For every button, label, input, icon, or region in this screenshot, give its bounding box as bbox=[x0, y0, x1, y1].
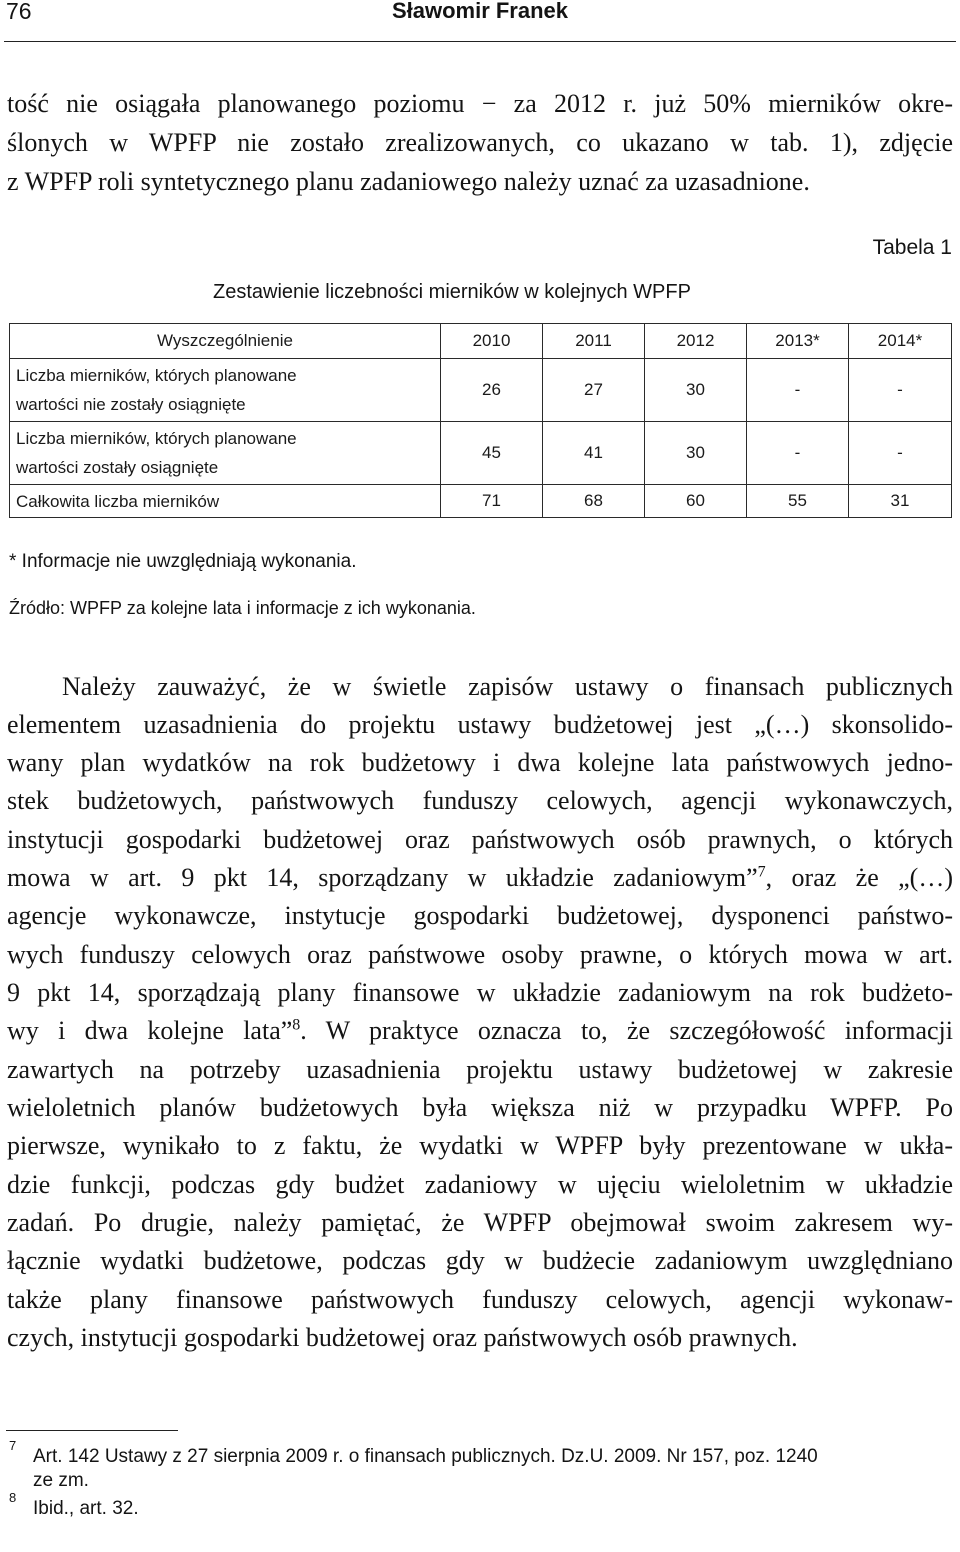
table-cell: - bbox=[747, 359, 849, 422]
body-line: stek budżetowych, państwowych funduszy celowych, agencji wykonawczych, bbox=[7, 786, 953, 815]
footnote-text: Art. 142 Ustawy z 27 sierpnia 2009 r. o finansach publicznych. Dz.U. 2009. Nr 157, poz. 1240 bbox=[33, 1446, 818, 1467]
row-label-line: Liczba mierników, których planowane bbox=[16, 429, 297, 448]
table-note: * Informacje nie uwzględniają wykonania. bbox=[9, 551, 357, 572]
table-cell: 71 bbox=[441, 485, 543, 518]
body-line: wych funduszy celowych oraz państwowe osoby prawne, o których mowa w art. bbox=[7, 940, 953, 969]
row-label bbox=[10, 422, 441, 485]
table-cell: 27 bbox=[543, 359, 645, 422]
body-line: pierwsze, wynikało to z faktu, że wydatki w WPFP były prezentowane w ukła- bbox=[7, 1131, 953, 1160]
body-line: elementem uzasadnienia do projektu ustawy budżetowej jest „(…) skonsolido- bbox=[7, 710, 953, 739]
table-row bbox=[10, 422, 952, 485]
body-line: czych, instytucji gospodarki budżetowej oraz państwowych osób prawnych. bbox=[7, 1323, 798, 1352]
table-cell: 45 bbox=[441, 422, 543, 485]
footnote-rule bbox=[6, 1430, 178, 1431]
body-line: wieloletnich planów budżetowych była większa niż w przypadku WPFP. Po bbox=[7, 1093, 953, 1122]
table-cell: - bbox=[747, 422, 849, 485]
table-source: Źródło: WPFP za kolejne lata i informacje z ich wykonania. bbox=[9, 598, 476, 618]
table-cell: 55 bbox=[747, 485, 849, 518]
footnote-text: Ibid., art. 32. bbox=[33, 1498, 139, 1519]
table-cell: 60 bbox=[645, 485, 747, 518]
table-cell: 31 bbox=[849, 485, 952, 518]
data-table bbox=[9, 323, 952, 518]
body-line: agencje wykonawcze, instytucje gospodarki budżetowej, dysponenci państwo- bbox=[7, 901, 953, 930]
intro-line: z WPFP roli syntetycznego planu zadaniowego należy uznać za uzasadnione. bbox=[7, 167, 810, 196]
body-text: wy i dwa kolejne lata” bbox=[7, 1016, 293, 1045]
row-label: Całkowita liczba mierników bbox=[10, 485, 441, 518]
row-label-line: wartości nie zostały osiągnięte bbox=[16, 395, 246, 414]
footnote-text: ze zm. bbox=[33, 1470, 89, 1491]
column-header: Wyszczególnienie bbox=[10, 324, 441, 359]
body-line: instytucji gospodarki budżetowej oraz państwowych osób prawnych, o których bbox=[7, 825, 953, 854]
body-line: także plany finansowe państwowych funduszy celowych, agencji wykonaw- bbox=[7, 1285, 953, 1314]
table-cell: 68 bbox=[543, 485, 645, 518]
body-line: zawartych na potrzeby uzasadnienia projektu ustawy budżetowej w zakresie bbox=[7, 1055, 953, 1084]
header-rule bbox=[4, 41, 956, 42]
table-cell: - bbox=[849, 359, 952, 422]
body-text: . W praktyce oznacza to, że szczegółowość informacji bbox=[300, 1016, 953, 1045]
table-cell: - bbox=[849, 422, 952, 485]
body-text: mowa w art. 9 pkt 14, sporządzany w układzie zadaniowym” bbox=[7, 863, 758, 892]
body-line bbox=[7, 1016, 953, 1046]
table-cell: 30 bbox=[645, 422, 747, 485]
column-header: 2012 bbox=[645, 324, 747, 359]
table-title: Zestawienie liczebności mierników w kolejnych WPFP bbox=[213, 281, 691, 303]
running-head-author: Sławomir Franek bbox=[391, 0, 569, 23]
footnote-ref[interactable]: 8 bbox=[292, 1016, 301, 1034]
row-label bbox=[10, 359, 441, 422]
footnote-number: 8 bbox=[9, 1490, 17, 1505]
body-line: wany plan wydatków na rok budżetowy i dwa kolejne lata państwowych jedno- bbox=[7, 748, 953, 777]
table-row bbox=[10, 359, 952, 422]
row-label-line: wartości zostały osiągnięte bbox=[16, 458, 219, 477]
table-label: Tabela 1 bbox=[872, 236, 952, 259]
body-line: dzie funkcji, podczas gdy budżet zadaniowy w ujęciu wieloletnim w układzie bbox=[7, 1170, 953, 1199]
row-label-line: Liczba mierników, których planowane bbox=[16, 366, 297, 385]
footnote-number: 7 bbox=[9, 1438, 17, 1453]
table-cell: 41 bbox=[543, 422, 645, 485]
intro-line: ślonych w WPFP nie zostało zrealizowanych, co ukazano w tab. 1), zdjęcie bbox=[7, 128, 953, 157]
column-header: 2011 bbox=[543, 324, 645, 359]
table-row bbox=[10, 485, 952, 518]
table-cell: 30 bbox=[645, 359, 747, 422]
body-line: łącznie wydatki budżetowe, podczas gdy w budżecie zadaniowym uwzględniano bbox=[7, 1246, 953, 1275]
body-text: , oraz że „(…) bbox=[765, 863, 953, 892]
intro-line: tość nie osiągała planowanego poziomu − za 2012 r. już 50% mierników okre- bbox=[7, 89, 953, 118]
column-header: 2013* bbox=[747, 324, 849, 359]
footnote-ref[interactable]: 7 bbox=[757, 863, 766, 881]
page-number: 76 bbox=[6, 0, 32, 24]
table-cell: 26 bbox=[441, 359, 543, 422]
column-header: 2014* bbox=[849, 324, 952, 359]
body-line: Należy zauważyć, że w świetle zapisów ustawy o finansach publicznych bbox=[62, 672, 953, 701]
body-line: 9 pkt 14, sporządzają plany finansowe w układzie zadaniowym na rok budżeto- bbox=[7, 978, 953, 1007]
body-line bbox=[7, 863, 953, 893]
body-line: zadań. Po drugie, należy pamiętać, że WPFP obejmował swoim zakresem wy- bbox=[7, 1208, 953, 1237]
column-header: 2010 bbox=[441, 324, 543, 359]
table-header-row bbox=[10, 324, 952, 359]
